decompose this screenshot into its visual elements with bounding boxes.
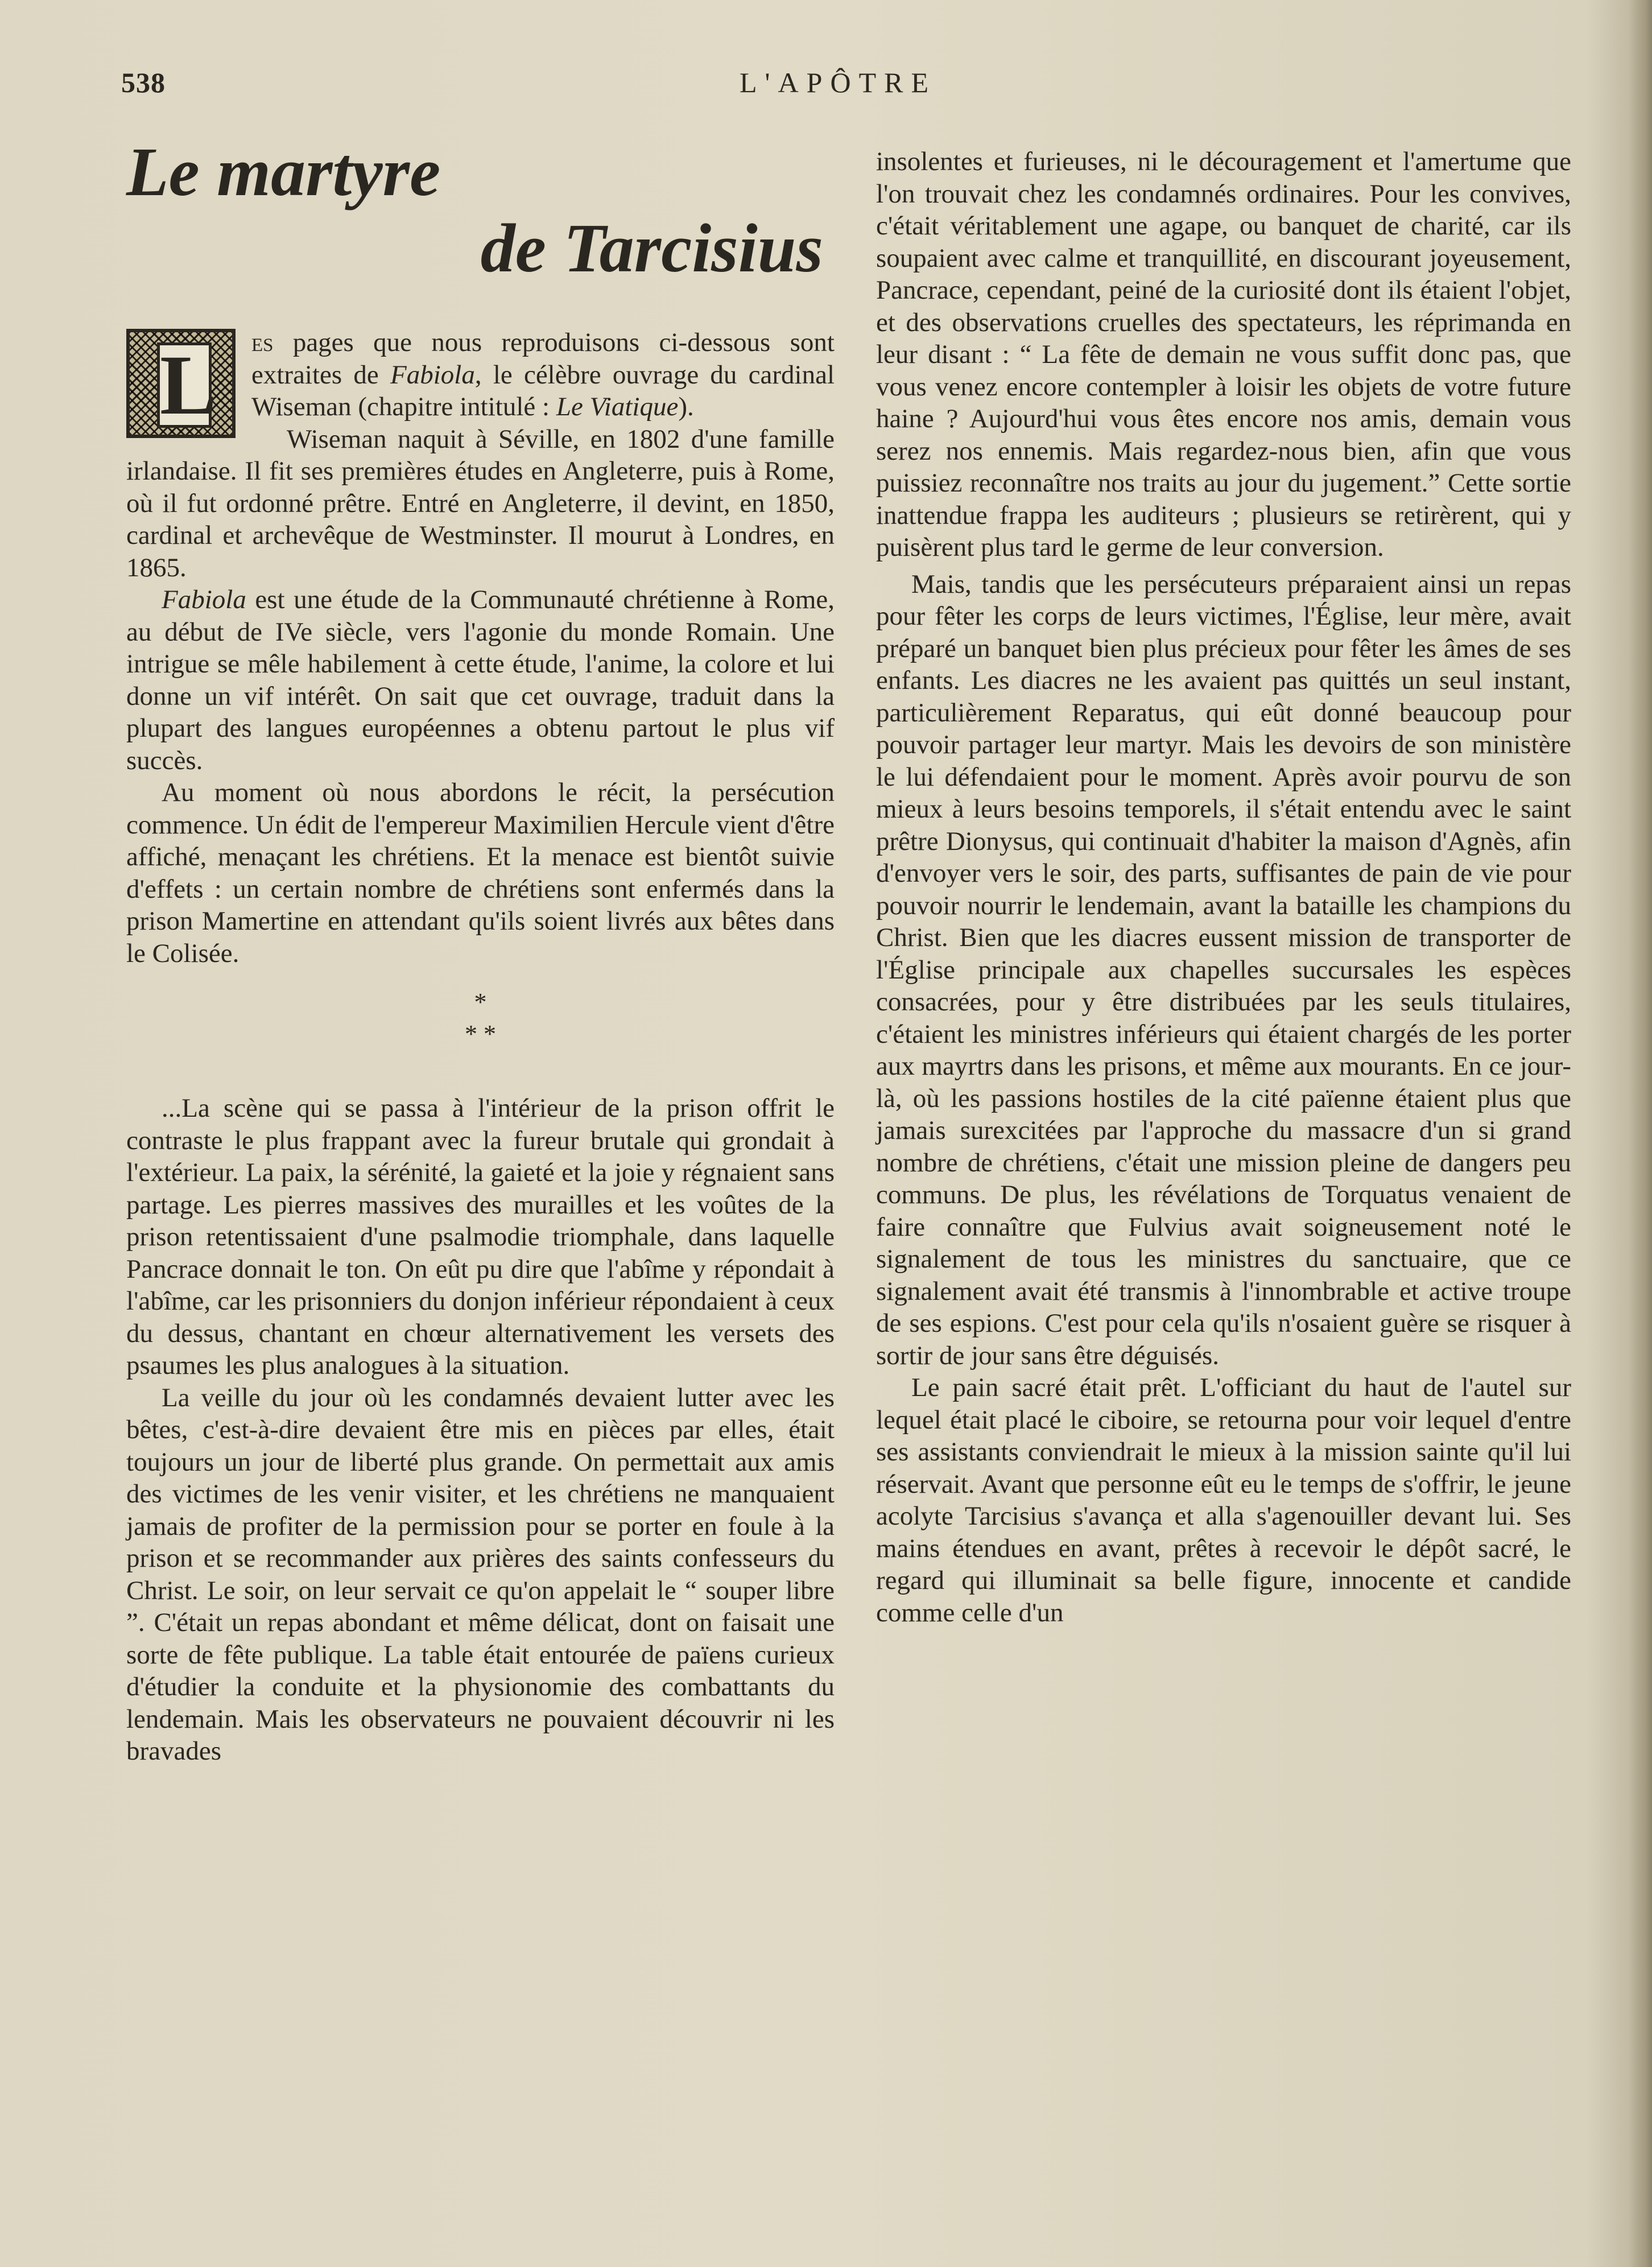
paragraph-wiseman-bio: Wiseman naquit à Séville, en 1802 d'une famille irlandaise. Il fit ses premières études en Angleterre, puis à Rome, où il fut ordonné prêtre. Entré en Angleterre, il devint, en 1850, cardinal et archevêque de Westminster. Il mourut à Londres, en 1865. (126, 424, 835, 583)
separator-star-top: * (474, 988, 487, 1016)
article-title (126, 134, 835, 287)
left-column (126, 134, 835, 1768)
intro-text-c: ). (678, 392, 694, 422)
paragraph-souper-libre-continued: insolentes et furieuses, ni le découragement et l'amertume que l'on trouvait chez les condamnés ordinaires. Pour les convives, c'était véritablement une agape, ou banquet de charité, car ils soupaient avec calme et tranquillité, en discourant joyeusement, Pancrace, cependant, peiné de la curiosité dont ils étaient l'objet, et des observations cruelles des spectateurs, les réprimanda en leur disant : “ La fête de demain ne vous suffit donc pas, que vous venez encore contempler à loisir les objets de votre future haine ? Aujourd'hui vous êtes encore nos amis, demain vous serez nos ennemis. Mais regardez-nous bien, afin que vous puissiez reconnaître nos traits au jour du jugement.” Cette sortie inattendue frappa les auditeurs ; plusieurs se retirèrent, qui y puisèrent plus tard le germe de leur conversion. (876, 147, 1571, 562)
paragraph-fabiola-summary (126, 584, 835, 777)
page-number: 538 (121, 67, 166, 98)
right-column (876, 146, 1571, 1629)
separator-stars-bottom: * * (465, 1020, 496, 1048)
chapter-title-viatique: Le Viatique (556, 392, 679, 422)
page-edge-shadow (1629, 0, 1652, 2267)
paragraph-prison-scene: ...La scène qui se passa à l'intérieur de la prison offrit le contraste le plus frappant avec la fureur brutale qui grondait à l'extérieur. La paix, la sérénité, la gaieté et la joie y régnaient sans partage. Les pierres massives des murailles et les voûtes de la prison retentissaient d'une psalmodie triomphale, dans laquelle Pancrace donnait le ton. On eût pu dire que l'abîme y répondait à l'abîme, car les prisonniers du donjon inférieur répondaient à ceux du dessus, chantant en chœur alternativement les versets des psaumes les plus analogues à la situation. (126, 1093, 835, 1380)
paragraph-souper-libre: La veille du jour où les condamnés devaient lutter avec les bêtes, c'est-à-dire devaient être mis en pièces par elles, était toujours un jour de liberté plus grande. On permettait aux amis des victimes de les venir visiter, et les chrétiens ne manquaient jamais de profiter de la permission pour se porter en foule à la prison et se recommander aux prières des saints confesseurs du Christ. Le soir, on leur servait ce qu'on appelait le “ souper libre ”. C'était un repas abondant et même délicat, dont on faisait une sorte de fête publique. La table était entourée de païens curieux d'étudier la conduite et la physionomie des combattants du lendemain. Mais les observateurs ne pouvaient découvrir ni les bravades (126, 1382, 835, 1766)
fabiola-summary-text: est une étude de la Communauté chrétienne à Rome, au début de IVe siècle, vers l'agonie du monde Romain. Une intrigue se mêle habilement à cette étude, l'anime, la colore et lui donne un vif intérêt. On sait que cet ouvrage, traduit dans la plupart des langues européennes a obtenu partout le plus vif succès. (126, 585, 835, 775)
paragraph-tarcisius: Le pain sacré était prêt. L'officiant du haut de l'autel sur lequel était placé le ciboire, se retourna pour voir lequel d'entre ses assistants conviendrait le mieux à la mission sainte qu'il lui réservait. Avant que personne eût eu le temps de s'offrir, le jeune acolyte Tarcisius s'avança et alla s'agenouiller devant lui. Ses mains étendues en avant, prêtes à recevoir le dépôt sacré, le regard qui illuminait sa belle figure, innocente et candide comme celle d'un (876, 1373, 1571, 1628)
paragraph-persecution: Au moment où nous abordons le récit, la persécution commence. Un édit de l'empereur Maximilien Hercule vient d'être affiché, menaçant les chrétiens. Et la menace est bientôt suivie d'effets : un certain nombre de chrétiens sont enfermés dans la prison Mamertine en attendant qu'ils soient livrés aux bêtes dans le Colisée. (126, 778, 835, 968)
dropcap-letter: L (157, 342, 212, 428)
intro-text-b: , le célèbre ouvrage du cardinal Wiseman (chapitre intitulé : (251, 360, 835, 422)
ornamental-dropcap (126, 329, 236, 438)
title-line-2: de Tarcisius (480, 210, 823, 287)
running-title: L'APÔTRE (740, 67, 937, 98)
paragraph-sacred-banquet: Mais, tandis que les persécuteurs préparaient ainsi un repas pour fêter les corps de leurs victimes, l'Église, leur mère, avait préparé un banquet bien plus précieux pour fêter les âmes de ses enfants. Les diacres ne les avaient pas quittés un seul instant, particulièrement Reparatus, qui eût donné beaucoup pour pouvoir partager leur martyr. Mais les devoirs de son ministère le lui défendaient pour le moment. Après avoir pourvu de son mieux à leurs besoins temporels, il s'était entendu avec le saint prêtre Dionysus, qui continuait d'habiter la maison d'Agnès, afin d'envoyer vers le soir, des parts, suffisantes de pain de vie pour pouvoir nourrir le lendemain, avant la bataille les champions du Christ. Bien que les diacres eussent mission de transporter de l'Église principale aux chapelles succursales les espèces consacrées, pour y être distribuées par les seuls titulaires, c'étaient les ministres inférieurs qui étaient chargés de les porter aux mayrtrs dans les prisons, et même aux mourants. En ce jour-là, où les passions hostiles de la cité païenne étaient plus que jamais surexcitées par l'approche du massacre d'un si grand nombre de chrétiens, c'était une mission pleine de dangers peu communs. De plus, les révélations de Torquatus venaient de faire connaître que Fulvius avait soigneusement noté le signalement de tous les ministres du sanctuaire, que ce signalement avait été transmis à l'innombrable et active troupe de ses espions. C'est pour cela qu'ils n'osaient guère se risquer à sortir de jour sans être déguisés. (876, 569, 1571, 1370)
intro-text-a: pages que nous reproduisons ci-dessous sont extraites de (251, 328, 835, 390)
book-title-fabiola: Fabiola (390, 360, 475, 390)
lead-word-rest: es (251, 328, 274, 357)
intro-paragraph (126, 327, 835, 432)
title-line-1: Le martyre (126, 134, 441, 210)
book-title-fabiola-2: Fabiola (162, 585, 246, 614)
section-separator (126, 985, 835, 1049)
